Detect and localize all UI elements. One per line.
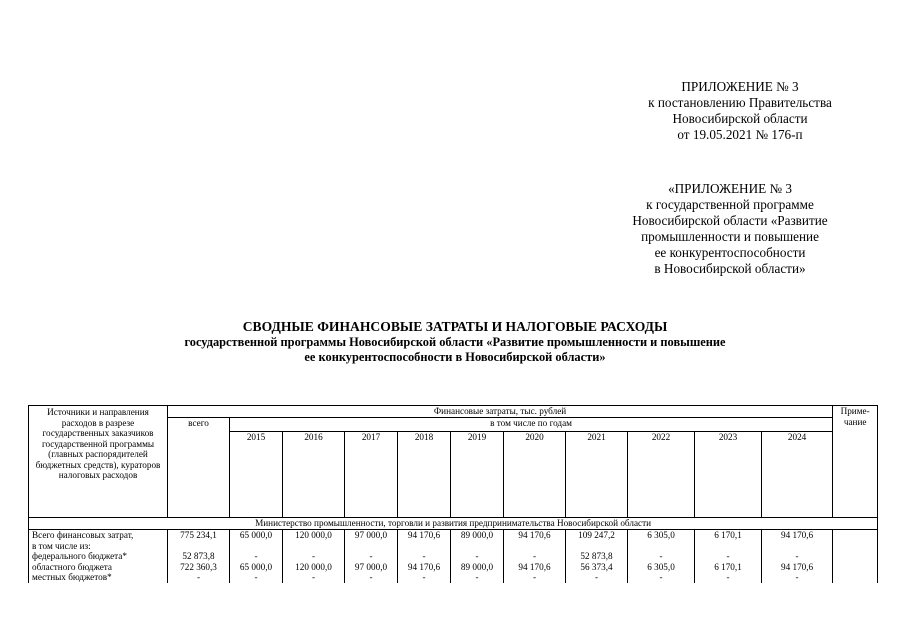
header-year: 2020 — [504, 432, 566, 518]
header-total: всего — [168, 418, 230, 518]
row-label: в том числе из: — [29, 541, 168, 552]
row-value: 6 170,1 — [695, 530, 762, 541]
row-value: 65 000,0 — [230, 530, 283, 541]
row-value: - — [168, 572, 230, 583]
appendix-decree-line: Новосибирской области — [672, 111, 808, 126]
header-by-years: в том числе по годам — [230, 418, 833, 432]
row-note — [833, 551, 878, 562]
row-value: 94 170,6 — [762, 562, 833, 573]
row-value: - — [566, 572, 628, 583]
row-value — [345, 541, 398, 552]
row-label: местных бюджетов* — [29, 572, 168, 583]
appendix-program-line: в Новосибирской области» — [654, 261, 806, 276]
row-value: 94 170,6 — [398, 530, 451, 541]
row-value: 6 170,1 — [695, 562, 762, 573]
row-value: 89 000,0 — [451, 562, 504, 573]
table-row — [29, 530, 878, 541]
appendix-decree-line: к постановлению Правительства — [648, 95, 832, 110]
appendix-program-line: «ПРИЛОЖЕНИЕ № 3 — [668, 181, 792, 196]
row-value — [695, 541, 762, 552]
financial-costs-table — [28, 405, 878, 583]
row-value: 89 000,0 — [451, 530, 504, 541]
row-value: 52 873,8 — [566, 551, 628, 562]
row-value — [398, 541, 451, 552]
table-row — [29, 562, 878, 573]
header-year: 2024 — [762, 432, 833, 518]
row-value: 56 373,4 — [566, 562, 628, 573]
row-note — [833, 562, 878, 573]
header-year: 2021 — [566, 432, 628, 518]
row-value: 97 000,0 — [345, 530, 398, 541]
row-value: - — [230, 551, 283, 562]
row-value: 52 873,8 — [168, 551, 230, 562]
row-value: - — [398, 572, 451, 583]
row-value — [283, 541, 345, 552]
row-value: 94 170,6 — [504, 562, 566, 573]
row-label: областного бюджета — [29, 562, 168, 573]
appendix-program-line: ее конкурентоспособности — [654, 245, 806, 260]
header-year: 2015 — [230, 432, 283, 518]
header-financial-costs: Финансовые затраты, тыс. рублей — [168, 406, 833, 418]
row-value: - — [345, 551, 398, 562]
appendix-program-line: к государственной программе — [646, 197, 814, 212]
row-value: - — [504, 572, 566, 583]
row-value: 94 170,6 — [398, 562, 451, 573]
table-row — [29, 572, 878, 583]
appendix-program-line: Новосибирской области «Развитие — [632, 213, 828, 228]
row-label: федерального бюджета* — [29, 551, 168, 562]
row-value: - — [451, 551, 504, 562]
row-value — [762, 541, 833, 552]
row-value: 65 000,0 — [230, 562, 283, 573]
row-value: - — [283, 551, 345, 562]
title-main: СВОДНЫЕ ФИНАНСОВЫЕ ЗАТРАТЫ И НАЛОГОВЫЕ РАСХОДЫ — [242, 319, 668, 334]
header-year: 2017 — [345, 432, 398, 518]
row-value: 120 000,0 — [283, 530, 345, 541]
row-value — [628, 541, 695, 552]
header-note: Приме-чание — [833, 406, 878, 518]
ministry-row: Министерство промышленности, торговли и развития предпринимательства Новосибирской области — [29, 518, 878, 530]
row-value: - — [762, 551, 833, 562]
appendix-program-header — [600, 181, 860, 277]
row-value — [566, 541, 628, 552]
row-value — [168, 541, 230, 552]
appendix-decree-line: ПРИЛОЖЕНИЕ № 3 — [681, 79, 799, 94]
row-value — [504, 541, 566, 552]
table-row — [29, 551, 878, 562]
row-value: 6 305,0 — [628, 562, 695, 573]
row-value: 775 234,1 — [168, 530, 230, 541]
appendix-decree-line: от 19.05.2021 № 176-п — [677, 127, 803, 142]
row-value: - — [628, 572, 695, 583]
row-label: Всего финансовых затрат, — [29, 530, 168, 541]
row-value: - — [398, 551, 451, 562]
row-value: - — [230, 572, 283, 583]
row-value: 109 247,2 — [566, 530, 628, 541]
title-subtitle-line-2: ее конкурентоспособности в Новосибирской области» — [304, 350, 606, 364]
row-value: 120 000,0 — [283, 562, 345, 573]
row-value: 94 170,6 — [762, 530, 833, 541]
header-year: 2018 — [398, 432, 451, 518]
row-value: - — [695, 551, 762, 562]
appendix-decree-header — [610, 79, 870, 143]
header-year: 2016 — [283, 432, 345, 518]
header-year: 2022 — [628, 432, 695, 518]
row-value: - — [762, 572, 833, 583]
row-value: - — [628, 551, 695, 562]
row-value — [230, 541, 283, 552]
row-value: 722 360,3 — [168, 562, 230, 573]
document-title — [60, 319, 850, 365]
row-note — [833, 541, 878, 552]
header-year: 2023 — [695, 432, 762, 518]
row-note — [833, 530, 878, 541]
title-subtitle-line-1: государственной программы Новосибирской области «Развитие промышленности и повышение — [184, 335, 726, 349]
row-value: 6 305,0 — [628, 530, 695, 541]
row-value: - — [345, 572, 398, 583]
row-value: - — [695, 572, 762, 583]
row-note — [833, 572, 878, 583]
table-body — [29, 530, 878, 583]
row-value: - — [283, 572, 345, 583]
row-value — [451, 541, 504, 552]
row-value: - — [451, 572, 504, 583]
table-row — [29, 541, 878, 552]
header-sources: Источники и направления расходов в разрезе государственных заказчиков государственной программы (главных распорядителей бюджетных средств), кураторов налоговых расходов — [29, 406, 168, 518]
row-value: 94 170,6 — [504, 530, 566, 541]
header-year: 2019 — [451, 432, 504, 518]
row-value: 97 000,0 — [345, 562, 398, 573]
appendix-program-line: промышленности и повышение — [641, 229, 819, 244]
row-value: - — [504, 551, 566, 562]
